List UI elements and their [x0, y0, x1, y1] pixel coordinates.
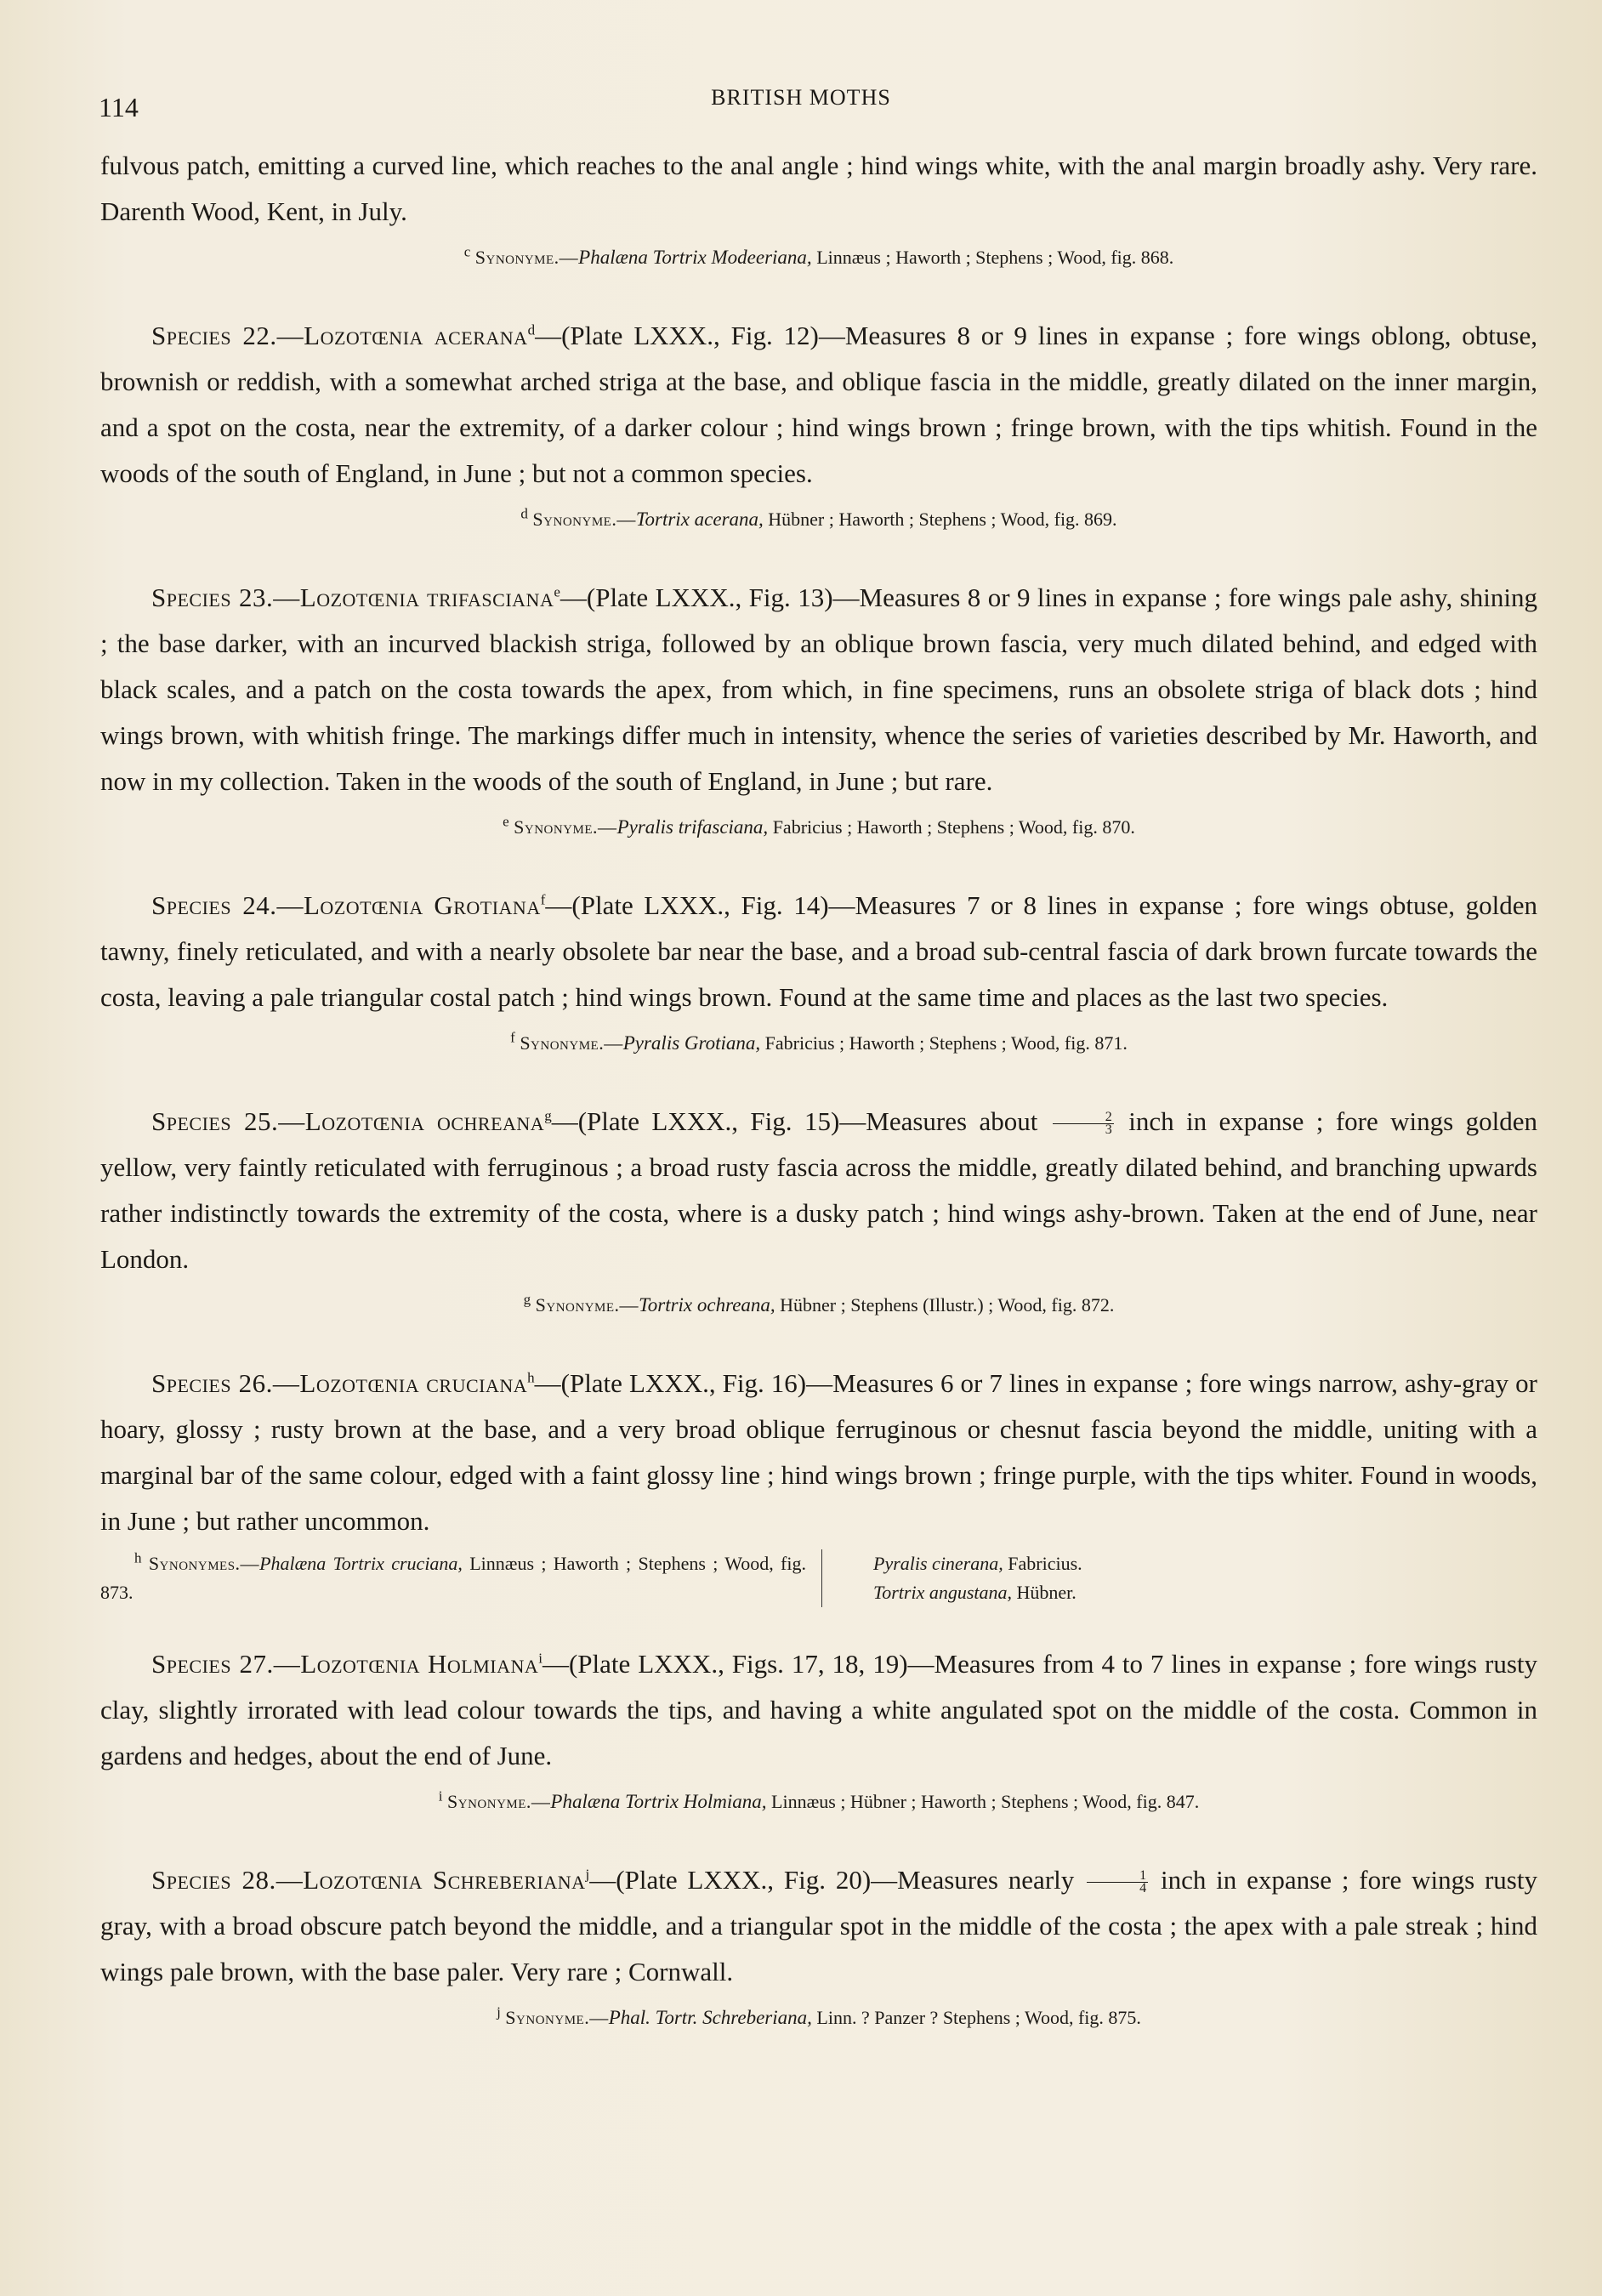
species-26-paragraph: Species 26.—Lozotœnia cruciana$^h$—(Plate LXXX., Fig. 16)—Measures 6 or 7 lines in expanse ; fore wings narrow, ashy-gray or hoary, glossy ; rusty brown at the base, and a very broad oblique ferruginous or chesnut fascia beyond the middle, uniting with a marginal bar of the same colour, edged with a faint glossy line ; hind wings brown ; fringe purple, with the tips whiter. Found in woods, in June ; but rather uncommon. [100, 1368, 1537, 1536]
species-27-paragraph: Species 27.—Lozotœnia Holmiana$^i$—(Plate LXXX., Figs. 17, 18, 19)—Measures from 4 to 7 lines in expanse ; fore wings rusty clay, slightly irrorated with lead colour towards the tips, and having a white angulated spot on the middle of the costa. Common in gardens and hedges, about the end of June. [100, 1649, 1538, 1770]
page-header [0, 82, 1602, 124]
species-23-paragraph: Species 23.—Lozotœnia trifasciana$^e$—(Plate LXXX., Fig. 13)—Measures 8 or 9 lines in expanse ; fore wings pale ashy, shining ; the base darker, with an incurved blackish striga, followed by an oblique brown fascia, very much dilated behind, and edged with black scales, and a patch on the costa towards the apex, from which, in fine specimens, runs an obsolete striga of black dots ; hind wings brown, with whitish fringe. The markings differ much in intensity, whence the series of varieties described by Mr. Haworth, and now in my collection. Taken in the woods of the south of England, in June ; but rare. [100, 583, 1538, 796]
footnote-e: $^e$ Synonyme.—Pyralis trifasciana, Fabricius ; Haworth ; Stephens ; Wood, fig. 870. [503, 813, 1135, 838]
footnote-c: $^c$ Synonyme.—Phalæna Tortrix Modeeriana, Linnæus ; Haworth ; Stephens ; Wood, fig. 868. [463, 243, 1174, 268]
footnote-h-left: $^h$ Synonymes.—Phalæna Tortrix cruciana, Linnæus ; Haworth ; Stephens ; Wood, fig. 873. [100, 1549, 822, 1607]
page-number: 114 [99, 92, 139, 122]
footnote-f: $^f$ Synonyme.—Pyralis Grotiana, Fabricius ; Haworth ; Stephens ; Wood, fig. 871. [510, 1029, 1128, 1054]
fraction-one-quarter: $\frac{1}{4}$ [1087, 1870, 1148, 1895]
species-24-paragraph: Species 24.—Lozotœnia Grotiana$^f$—(Plate LXXX., Fig. 14)—Measures 7 or 8 lines in expanse ; fore wings obtuse, golden tawny, finely reticulated, and with a nearly obsolete bar near the base, and a broad sub-central fascia of dark brown furcate towards the costa, leaving a pale triangular costal patch ; hind wings brown. Found at the same time and places as the last two species. [100, 890, 1538, 1012]
species-28-paragraph: Species 28.—Lozotœnia Schreberiana$^j$—(Plate LXXX., Fig. 20)—Measures nearly $\frac{1}{4}$ inch in expanse ; fore wings rusty gray, with a broad obscure patch beyond the middle, and a triangular spot in the middle of the costa ; the apex with a pale streak ; hind wings pale brown, with the base paler. Very rare ; Cornwall. [100, 1865, 1537, 1986]
fraction-two-thirds: $\frac{2}{3}$ [1053, 1111, 1114, 1136]
footnote-d: $^d$ Synonyme.—Tortrix acerana, Hübner ; Haworth ; Stephens ; Wood, fig. 869. [520, 505, 1117, 530]
footnote-i: $^i$ Synonyme.—Phalæna Tortrix Holmiana, Linnæus ; Hübner ; Haworth ; Stephens ; Wood, fig. 847. [438, 1787, 1200, 1812]
footnote-h-right: Pyralis cinerana, Fabricius. Tortrix angustana, Hübner. [873, 1553, 1082, 1603]
species-22-paragraph: Species 22.—Lozotœnia acerana$^d$—(Plate LXXX., Fig. 12)—Measures 8 or 9 lines in expanse ; fore wings oblong, obtuse, brownish or reddish, with a somewhat arched striga at the base, and oblique fascia in the middle, greatly dilated on the inner margin, and a spot on the costa, near the extremity, of a darker colour ; hind wings brown ; fringe brown, with the tips whitish. Found in the woods of the south of England, in June ; but not a common species. [100, 321, 1537, 488]
footnote-g: $^g$ Synonyme.—Tortrix ochreana, Hübner ; Stephens (Illustr.) ; Wood, fig. 872. [523, 1291, 1115, 1316]
footnote-j: $^j$ Synonyme.—Phal. Tortr. Schreberiana, Linn. ? Panzer ? Stephens ; Wood, fig. 875. [497, 2003, 1141, 2028]
footnote-h [100, 1549, 1537, 1607]
intro-paragraph: fulvous patch, emitting a curved line, which reaches to the anal angle ; hind wings white, with the anal margin broadly ashy. Very rare. Darenth Wood, Kent, in July. [100, 151, 1537, 226]
species-25-paragraph: Species 25.—Lozotœnia ochreana$^g$—(Plate LXXX., Fig. 15)—Measures about $\frac{2}{3}$ inch in expanse ; fore wings golden yellow, very faintly reticulated with ferruginous ; a broad rusty fascia across the middle, greatly dilated behind, and branching upwards rather indistinctly towards the extremity of the costa, where is a dusky patch ; hind wings ashy-brown. Taken at the end of June, near London. [100, 1106, 1538, 1274]
page-content [100, 143, 1537, 2073]
running-head: BRITISH MOTHS [711, 85, 891, 110]
